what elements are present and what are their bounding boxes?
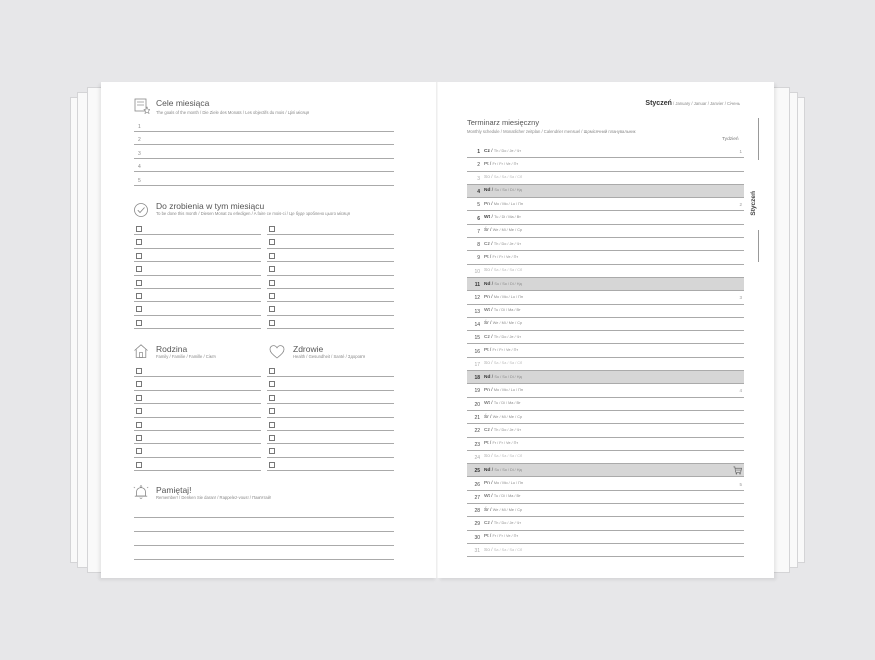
todo-title: Do zrobienia w tym miesiącu [156, 201, 265, 211]
weekday-name: Śr / We / Mi / Me / Ср [484, 228, 523, 234]
week-number: 1 [739, 149, 742, 154]
checkbox[interactable] [269, 253, 275, 259]
weekday-translations: Su / So / Di / Нд [494, 281, 522, 286]
weekday-short: Cz [484, 148, 490, 154]
day-row[interactable] [467, 345, 744, 358]
checkbox-line[interactable] [267, 364, 394, 377]
day-number: 13 [474, 308, 480, 315]
checkbox[interactable] [136, 306, 142, 312]
weekday-name: Pn / Mo / Mo / Lu / Пн [484, 387, 523, 393]
weekday-translations: Th / Do / Je / Чт [493, 148, 521, 153]
checkbox[interactable] [136, 239, 142, 245]
checkbox[interactable] [136, 422, 142, 428]
remember-line[interactable] [134, 545, 394, 546]
checkbox-line[interactable] [134, 431, 261, 444]
goals-list-star-icon [134, 98, 150, 114]
weekday-name: Wt / Tu / Di / Ma / Вт [484, 308, 521, 314]
checkbox-line[interactable] [134, 302, 261, 315]
day-number: 12 [474, 295, 480, 302]
checkbox[interactable] [136, 293, 142, 299]
weekday-name: Cz / Th / Do / Je / Чт [484, 427, 521, 433]
heart-icon [269, 344, 285, 360]
health-subtitle: Health / Gesundheit / Santé / Здоров'я [293, 354, 366, 359]
weekday-short: Pn [484, 294, 490, 300]
weekday-translations: We / Mi / Me / Ср [492, 228, 523, 233]
weekday-name: Pt / Fr / Fr / Ve / Пт [484, 441, 519, 447]
remember-title: Pamiętaj! [156, 485, 192, 495]
checkbox-line[interactable] [267, 377, 394, 390]
checkbox-line[interactable] [134, 364, 261, 377]
goal-line[interactable]: 3 [134, 146, 394, 159]
checkbox[interactable] [269, 435, 275, 441]
day-row[interactable] [467, 291, 744, 304]
checkbox[interactable] [136, 253, 142, 259]
checkbox[interactable] [136, 395, 142, 401]
checkbox[interactable] [136, 462, 142, 468]
checkbox[interactable] [269, 448, 275, 454]
weekday-name: Pt / Fr / Fr / Ve / Пт [484, 534, 519, 540]
month-header [645, 100, 740, 107]
weekday-short: Pt [484, 348, 489, 353]
weekday-name: Pt / Fr / Fr / Ve / Пт [484, 254, 519, 260]
day-row[interactable] [467, 398, 744, 411]
weekday-name: Śr / We / Mi / Me / Ср [484, 321, 523, 327]
weekday-name: Pn / Mo / Mo / Lu / Пн [484, 294, 523, 300]
checkbox[interactable] [136, 381, 142, 387]
day-row[interactable] [467, 225, 744, 238]
day-number: 24 [474, 454, 480, 461]
week-number: 4 [739, 388, 742, 394]
day-number: 28 [474, 508, 480, 515]
day-row[interactable] [467, 198, 744, 211]
weekday-translations: Th / Do / Je / Чт [493, 427, 521, 432]
weekday-translations: Fr / Fr / Ve / Пт [492, 534, 519, 539]
weekday-short: Nd [484, 281, 491, 287]
day-number: 6 [477, 215, 480, 222]
checkbox-line[interactable] [267, 249, 394, 262]
weekday-translations: Tu / Di / Ma / Вт [493, 401, 521, 406]
day-number: 8 [477, 242, 480, 249]
day-number: 7 [477, 228, 480, 235]
schedule-subtitle: Monthly schedule / Monatlicher zeitplan / Calendrier mensuel / Щомісячний планувальник [467, 129, 636, 134]
weekday-name: Cz / Th / Do / Je / Чт [484, 520, 521, 526]
day-number: 5 [477, 202, 480, 209]
weekday-short: So [484, 268, 490, 274]
schedule-title: Terminarz miesięczny [467, 118, 540, 127]
day-number: 29 [474, 521, 480, 528]
checkbox-line[interactable] [267, 418, 394, 431]
checkbox[interactable] [136, 368, 142, 374]
weekday-name: So / Sa / Sa / Sa / Сб [484, 454, 523, 460]
checkbox[interactable] [269, 395, 275, 401]
day-row[interactable] [467, 544, 744, 557]
weekday-translations: Sa / Sa / Sa / Сб [493, 547, 523, 552]
weekday-translations: We / Mi / Me / Ср [492, 321, 523, 326]
day-row[interactable] [467, 331, 744, 344]
goals-subtitle: The goals of the month / Die Ziele des Monats / Les objectifs du mois / Цілі місяця [156, 110, 310, 115]
day-number: 22 [474, 428, 480, 435]
weekday-translations: Mo / Mo / Lu / Пн [493, 201, 523, 206]
day-row[interactable] [467, 265, 744, 278]
checkbox-line[interactable] [134, 444, 261, 457]
day-row[interactable] [467, 185, 744, 198]
weekday-translations: Su / So / Di / Нд [494, 374, 522, 379]
weekday-short: So [484, 175, 490, 181]
weekday-short: Wt [484, 401, 490, 407]
checkbox-line[interactable] [134, 262, 261, 275]
day-row[interactable] [467, 305, 744, 318]
checkbox-line[interactable] [267, 458, 394, 471]
day-row[interactable] [467, 212, 744, 225]
checkbox-line[interactable] [134, 289, 261, 302]
goal-line[interactable]: 5 [134, 173, 394, 186]
checkbox[interactable] [269, 381, 275, 387]
checkbox[interactable] [269, 306, 275, 312]
day-number: 26 [474, 481, 480, 488]
weekday-name: Nd / Su / So / Di / Нд [484, 374, 522, 380]
checkbox-line[interactable] [134, 377, 261, 390]
day-row[interactable] [467, 464, 744, 477]
checkbox-line[interactable] [267, 404, 394, 417]
day-row[interactable] [467, 251, 744, 264]
weekday-name: Wt / Tu / Di / Ma / Вт [484, 401, 521, 407]
day-row[interactable] [467, 451, 744, 464]
weekday-translations: Fr / Fr / Ve / Пт [492, 441, 519, 446]
goals-title: Cele miesiąca [156, 98, 210, 108]
goal-line[interactable]: 2 [134, 132, 394, 145]
day-number: 14 [474, 321, 480, 328]
weekday-translations: Fr / Fr / Ve / Пт [492, 161, 519, 166]
weekday-name: Cz / Th / Do / Je / Чт [484, 334, 521, 340]
weekday-translations: Sa / Sa / Sa / Сб [493, 175, 523, 180]
day-number: 19 [474, 388, 480, 395]
weekday-short: Wt [484, 215, 491, 220]
weekday-short: Cz [484, 334, 490, 340]
day-number: 11 [474, 282, 480, 288]
house-icon [133, 343, 149, 359]
weekday-translations: Mo / Mo / Lu / Пн [493, 481, 523, 485]
weekday-name: Pn / Mo / Mo / Lu / Пн [484, 481, 523, 486]
day-row[interactable] [467, 438, 744, 451]
day-row[interactable] [467, 358, 744, 371]
goal-line[interactable]: 1 [134, 119, 394, 132]
checkbox-line[interactable] [134, 222, 261, 235]
remember-line[interactable] [134, 517, 394, 518]
day-number: 25 [474, 468, 480, 475]
weekday-short: Nd [484, 374, 491, 380]
weekday-short: Cz [484, 241, 490, 247]
weekday-translations: Su / So / Di / Нд [494, 188, 522, 193]
day-row[interactable] [467, 371, 744, 384]
checkbox-line[interactable] [134, 235, 261, 248]
day-number: 3 [477, 175, 480, 182]
day-number: 21 [474, 415, 480, 421]
weekday-short: Cz [484, 520, 490, 526]
weekday-translations: Tu / Di / Ma / Вт [494, 215, 521, 219]
weekday-short: Pt [484, 534, 489, 540]
weekday-short: So [484, 547, 490, 553]
weekday-short: Śr [484, 414, 489, 420]
cart-icon [733, 466, 742, 475]
weekday-translations: We / Mi / Me / Ср [492, 507, 523, 512]
weekday-name: Śr / We / Mi / Me / Ср [484, 507, 523, 513]
weekday-short: Pt [484, 441, 489, 447]
weekday-translations: Fr / Fr / Ve / Пт [492, 348, 519, 352]
weekday-translations: Th / Do / Je / Чт [493, 334, 521, 339]
weekday-short: Pt [484, 254, 489, 260]
family-title: Rodzina [156, 344, 188, 354]
checkbox[interactable] [269, 293, 275, 299]
weekday-short: Pn [484, 387, 490, 393]
day-number: 16 [474, 348, 480, 355]
day-number: 18 [474, 375, 480, 382]
checkbox[interactable] [136, 320, 142, 326]
day-number: 30 [474, 534, 480, 541]
day-number: 23 [474, 441, 480, 448]
day-row[interactable] [467, 478, 744, 491]
checkmark-circle-icon [133, 202, 149, 218]
day-number: 17 [474, 361, 480, 368]
day-row[interactable] [467, 318, 744, 331]
weekday-short: Pn [484, 481, 490, 486]
weekday-translations: Th / Do / Je / Чт [493, 520, 521, 525]
weekday-name: So / Sa / Sa / Sa / Сб [484, 361, 523, 367]
checkbox-line[interactable] [134, 458, 261, 471]
month-tab-label: Styczeń [750, 191, 757, 216]
month-tab-line-bottom [758, 230, 759, 262]
checkbox[interactable] [136, 448, 142, 454]
family-subtitle: Family / Familie / Famille / Сім'я [156, 354, 216, 359]
weekday-short: Pt [484, 161, 489, 167]
checkbox[interactable] [136, 280, 142, 286]
week-column-label: Tydzień [722, 137, 739, 142]
checkbox[interactable] [269, 280, 275, 286]
weekday-translations: Sa / Sa / Sa / Сб [493, 454, 523, 459]
checkbox-line[interactable] [134, 316, 261, 329]
weekday-name: So / Sa / Sa / Sa / Сб [484, 268, 523, 274]
week-number: 2 [739, 202, 742, 208]
day-row[interactable] [467, 411, 744, 424]
weekday-short: Śr [484, 507, 489, 513]
day-number: 9 [477, 255, 480, 262]
weekday-translations: Mo / Mo / Lu / Пн [493, 387, 523, 392]
checkbox[interactable] [136, 266, 142, 272]
checkbox[interactable] [269, 408, 275, 414]
alarm-bell-icon [133, 484, 149, 500]
checkbox[interactable] [269, 266, 275, 272]
day-number: 15 [474, 335, 480, 342]
weekday-translations: We / Mi / Me / Ср [492, 414, 523, 419]
right-page [438, 82, 774, 578]
day-number: 2 [477, 162, 480, 169]
remember-line[interactable] [134, 531, 394, 532]
day-number: 10 [474, 268, 480, 275]
weekday-translations: Sa / Sa / Sa / Сб [493, 361, 523, 366]
weekday-name: Wt / Tu / Di / Ma / Вт [484, 494, 521, 500]
weekday-translations: Th / Do / Je / Чт [493, 241, 521, 246]
day-row[interactable] [467, 491, 744, 504]
day-number: 27 [474, 494, 480, 501]
checkbox[interactable] [269, 226, 275, 232]
weekday-translations: Fr / Fr / Ve / Пт [492, 254, 519, 259]
month-subtitle: / January / Januar / Janvier / Січень [671, 101, 740, 106]
weekday-name: Pn / Mo / Mo / Lu / Пн [484, 201, 523, 207]
checkbox-line[interactable] [267, 289, 394, 302]
day-row[interactable] [467, 278, 744, 291]
weekday-short: So [484, 361, 490, 367]
checkbox-line[interactable] [134, 249, 261, 262]
checkbox[interactable] [269, 368, 275, 374]
weekday-name: So / Sa / Sa / Sa / Сб [484, 175, 523, 181]
checkbox[interactable] [269, 239, 275, 245]
checkbox-line[interactable] [267, 262, 394, 275]
weekday-short: So [484, 454, 490, 460]
checkbox-line[interactable] [134, 276, 261, 289]
checkbox-line[interactable] [267, 316, 394, 329]
checkbox[interactable] [269, 462, 275, 468]
weekday-name: Nd / Su / So / Di / Нд [484, 281, 522, 287]
remember-line[interactable] [134, 559, 394, 560]
weekday-short: Wt [484, 308, 490, 314]
weekday-name: Nd / Su / So / Di / Нд [484, 188, 522, 194]
checkbox[interactable] [136, 226, 142, 232]
day-row[interactable] [467, 384, 744, 397]
checkbox-line[interactable] [134, 391, 261, 404]
day-number: 31 [474, 548, 480, 554]
day-number: 20 [474, 401, 480, 408]
checkbox-line[interactable] [267, 302, 394, 315]
weekday-short: Wt [484, 494, 490, 500]
weekday-short: Śr [484, 228, 489, 234]
weekday-name: Pt / Fr / Fr / Ve / Пт [484, 348, 519, 353]
checkbox[interactable] [136, 435, 142, 441]
checkbox-line[interactable] [267, 391, 394, 404]
weekday-short: Pn [484, 201, 490, 207]
checkbox-line[interactable] [267, 431, 394, 444]
weekday-short: Cz [484, 427, 490, 433]
week-number: 5 [739, 481, 742, 487]
health-title: Zdrowie [293, 344, 324, 354]
weekday-translations: Tu / Di / Ma / Вт [493, 308, 521, 313]
goal-line[interactable]: 4 [134, 159, 394, 172]
day-row[interactable] [467, 172, 744, 185]
checkbox-line[interactable] [267, 235, 394, 248]
day-number: 4 [477, 188, 480, 195]
weekday-translations: Mo / Mo / Lu / Пн [493, 294, 523, 299]
checkbox[interactable] [136, 408, 142, 414]
checkbox-line[interactable] [267, 276, 394, 289]
weekday-short: Śr [484, 321, 489, 327]
month-tab-line-top [758, 118, 759, 160]
week-number: 3 [739, 295, 742, 301]
checkbox-line[interactable] [267, 444, 394, 457]
weekday-name: Cz / Th / Do / Je / Чт [484, 148, 521, 154]
weekday-name: Śr / We / Mi / Me / Ср [484, 414, 523, 420]
day-row[interactable] [467, 158, 744, 171]
todo-subtitle: To be done this month / Diesen Monat zu erledigen / A faire ce mois-ci / Це буде зроблено цього місяця [156, 211, 350, 216]
day-number: 1 [477, 149, 480, 155]
day-row[interactable] [467, 145, 744, 158]
left-page [101, 82, 437, 578]
checkbox[interactable] [269, 422, 275, 428]
weekday-name: Nd / Su / So / Di / Нд [484, 467, 522, 473]
checkbox-line[interactable] [134, 418, 261, 431]
weekday-translations: Tu / Di / Ma / Вт [493, 494, 521, 499]
weekday-short: Nd [484, 467, 491, 473]
weekday-name: Pt / Fr / Fr / Ve / Пт [484, 161, 519, 167]
day-row[interactable] [467, 238, 744, 251]
checkbox-line[interactable] [267, 222, 394, 235]
weekday-name: Cz / Th / Do / Je / Чт [484, 241, 521, 247]
day-row[interactable] [467, 531, 744, 544]
weekday-name: So / Sa / Sa / Sa / Сб [484, 547, 523, 553]
weekday-name: Wt / Tu / Di / Ma / Вт [484, 215, 521, 220]
day-row[interactable] [467, 504, 744, 517]
weekday-translations: Su / So / Di / Нд [494, 467, 522, 472]
checkbox[interactable] [269, 320, 275, 326]
weekday-short: Nd [484, 188, 491, 194]
checkbox-line[interactable] [134, 404, 261, 417]
day-row[interactable] [467, 424, 744, 437]
weekday-translations: Sa / Sa / Sa / Сб [493, 268, 523, 273]
month-title: Styczeń [645, 100, 672, 107]
remember-subtitle: Remember! / Denken Sie daran! / Rappelez-vous! / Пам'ятай! [156, 495, 272, 500]
day-row[interactable] [467, 517, 744, 530]
